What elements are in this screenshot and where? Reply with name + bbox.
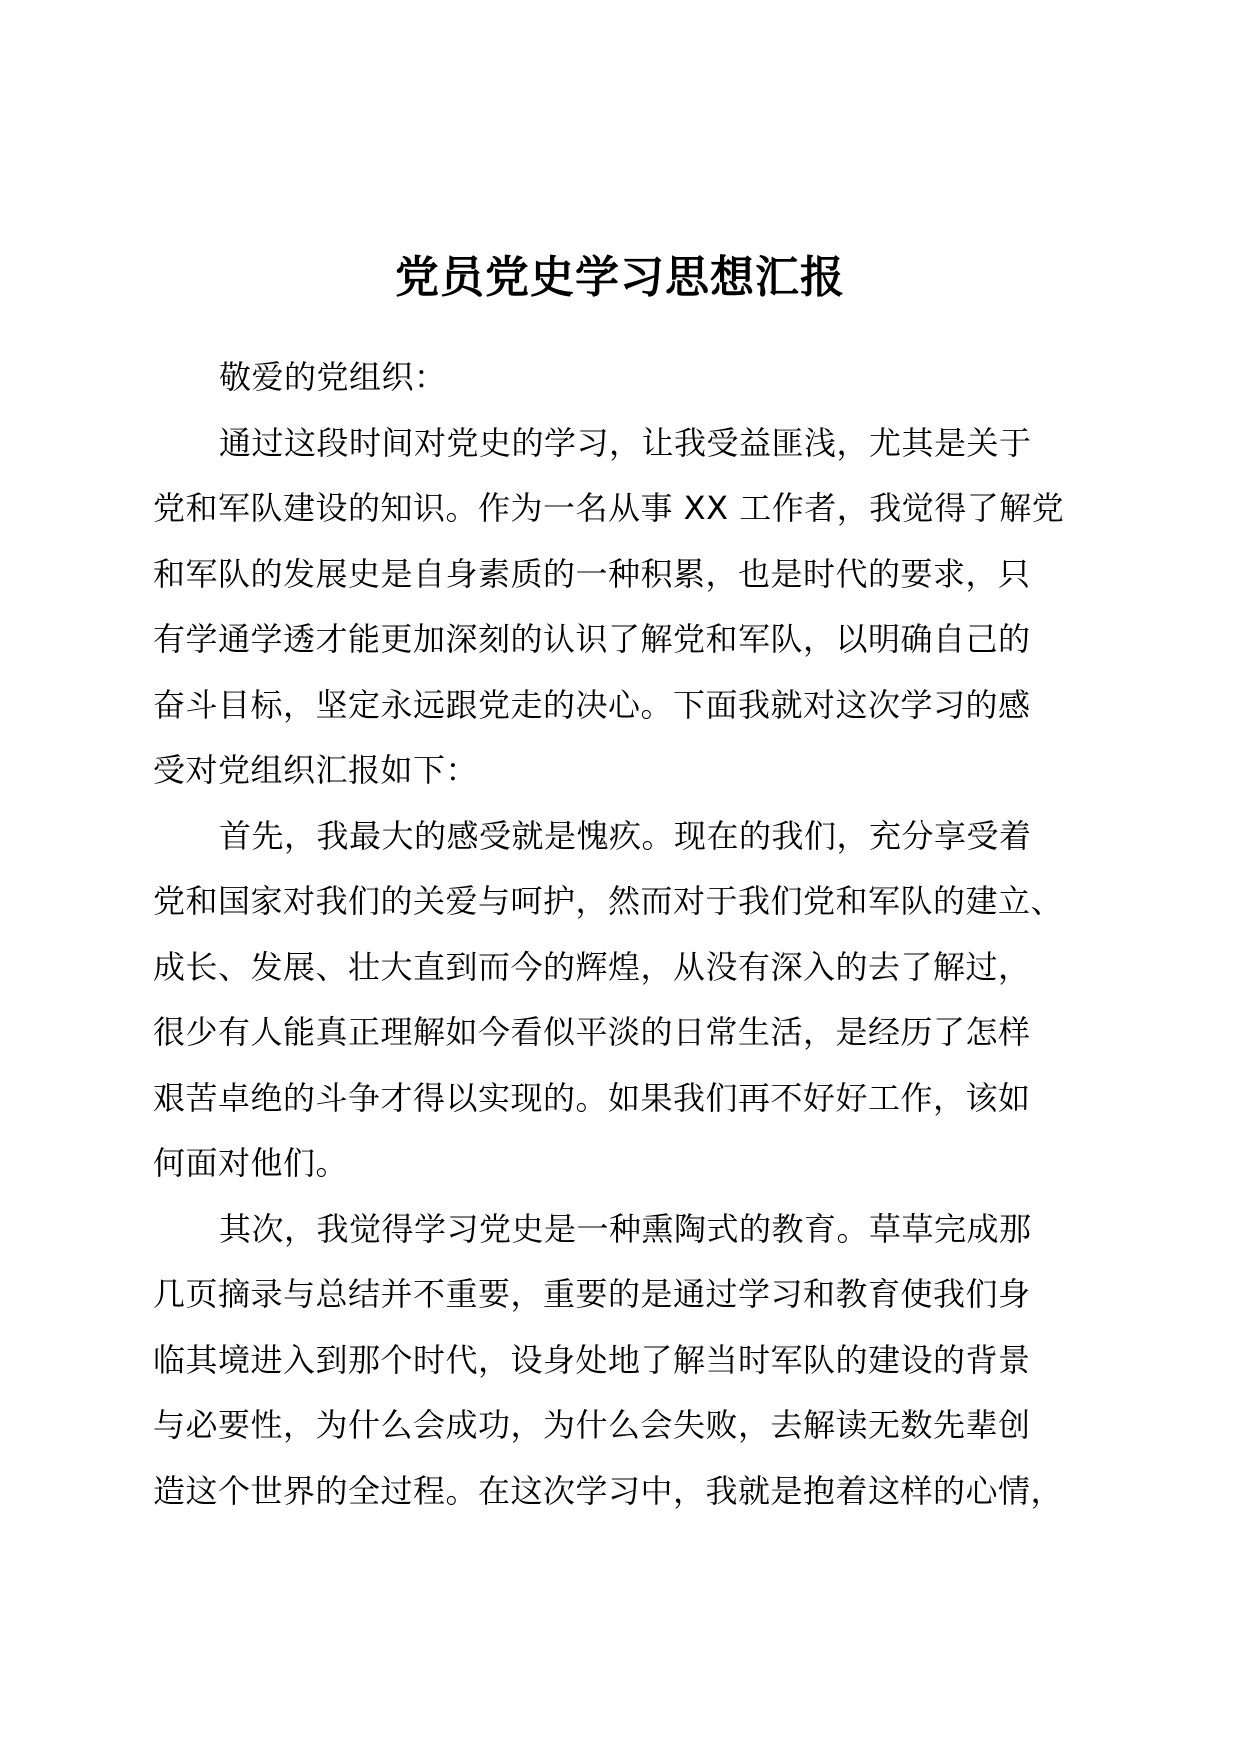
body-line-salutation: 敬爱的党组织： <box>219 358 447 396</box>
body-line: 通过这段时间对党史的学习，让我受益匪浅，尤其是关于 <box>219 423 1032 462</box>
body-line: 很少有人能真正理解如今看似平淡的日常生活，是经历了怎样 <box>153 1013 1031 1051</box>
body-line: 艰苦卓绝的斗争才得以实现的。如果我们再不好好工作，该如 <box>153 1078 1031 1117</box>
body-line: 受对党组织汇报如下： <box>153 751 479 789</box>
body-line: 成长、发展、壮大直到而今的辉煌，从没有深入的去了解过， <box>153 947 1031 986</box>
body-line: 何面对他们。 <box>153 1144 349 1182</box>
body-line: 几页摘录与总结并不重要，重要的是通过学习和教育使我们身 <box>153 1275 1031 1313</box>
body-line: 奋斗目标，坚定永远跟党走的决心。下面我就对这次学习的感 <box>153 685 1031 724</box>
body-line: 党和军队建设的知识。作为一名从事 XX 工作者，我觉得了解党 <box>153 489 1065 527</box>
body-line: 造这个世界的全过程。在这次学习中，我就是抱着这样的心情， <box>153 1471 1064 1510</box>
body-line: 首先，我最大的感受就是愧疚。现在的我们，充分享受着 <box>219 816 1032 855</box>
body-line: 临其境进入到那个时代，设身处地了解当时军队的建设的背景 <box>153 1340 1031 1379</box>
body-line: 与必要性，为什么会成功，为什么会失败，去解读无数先辈创 <box>153 1406 1031 1444</box>
document-body <box>153 345 1105 1524</box>
document-title: 党员党史学习思想汇报 <box>395 252 845 303</box>
body-line: 和军队的发展史是自身素质的一种积累，也是时代的要求，只 <box>153 554 1031 593</box>
body-line: 党和国家对我们的关爱与呵护，然而对于我们党和军队的建立、 <box>153 882 1064 920</box>
body-line: 其次，我觉得学习党史是一种熏陶式的教育。草草完成那 <box>219 1209 1032 1248</box>
body-line: 有学通学透才能更加深刻的认识了解党和军队，以明确自己的 <box>153 620 1031 658</box>
